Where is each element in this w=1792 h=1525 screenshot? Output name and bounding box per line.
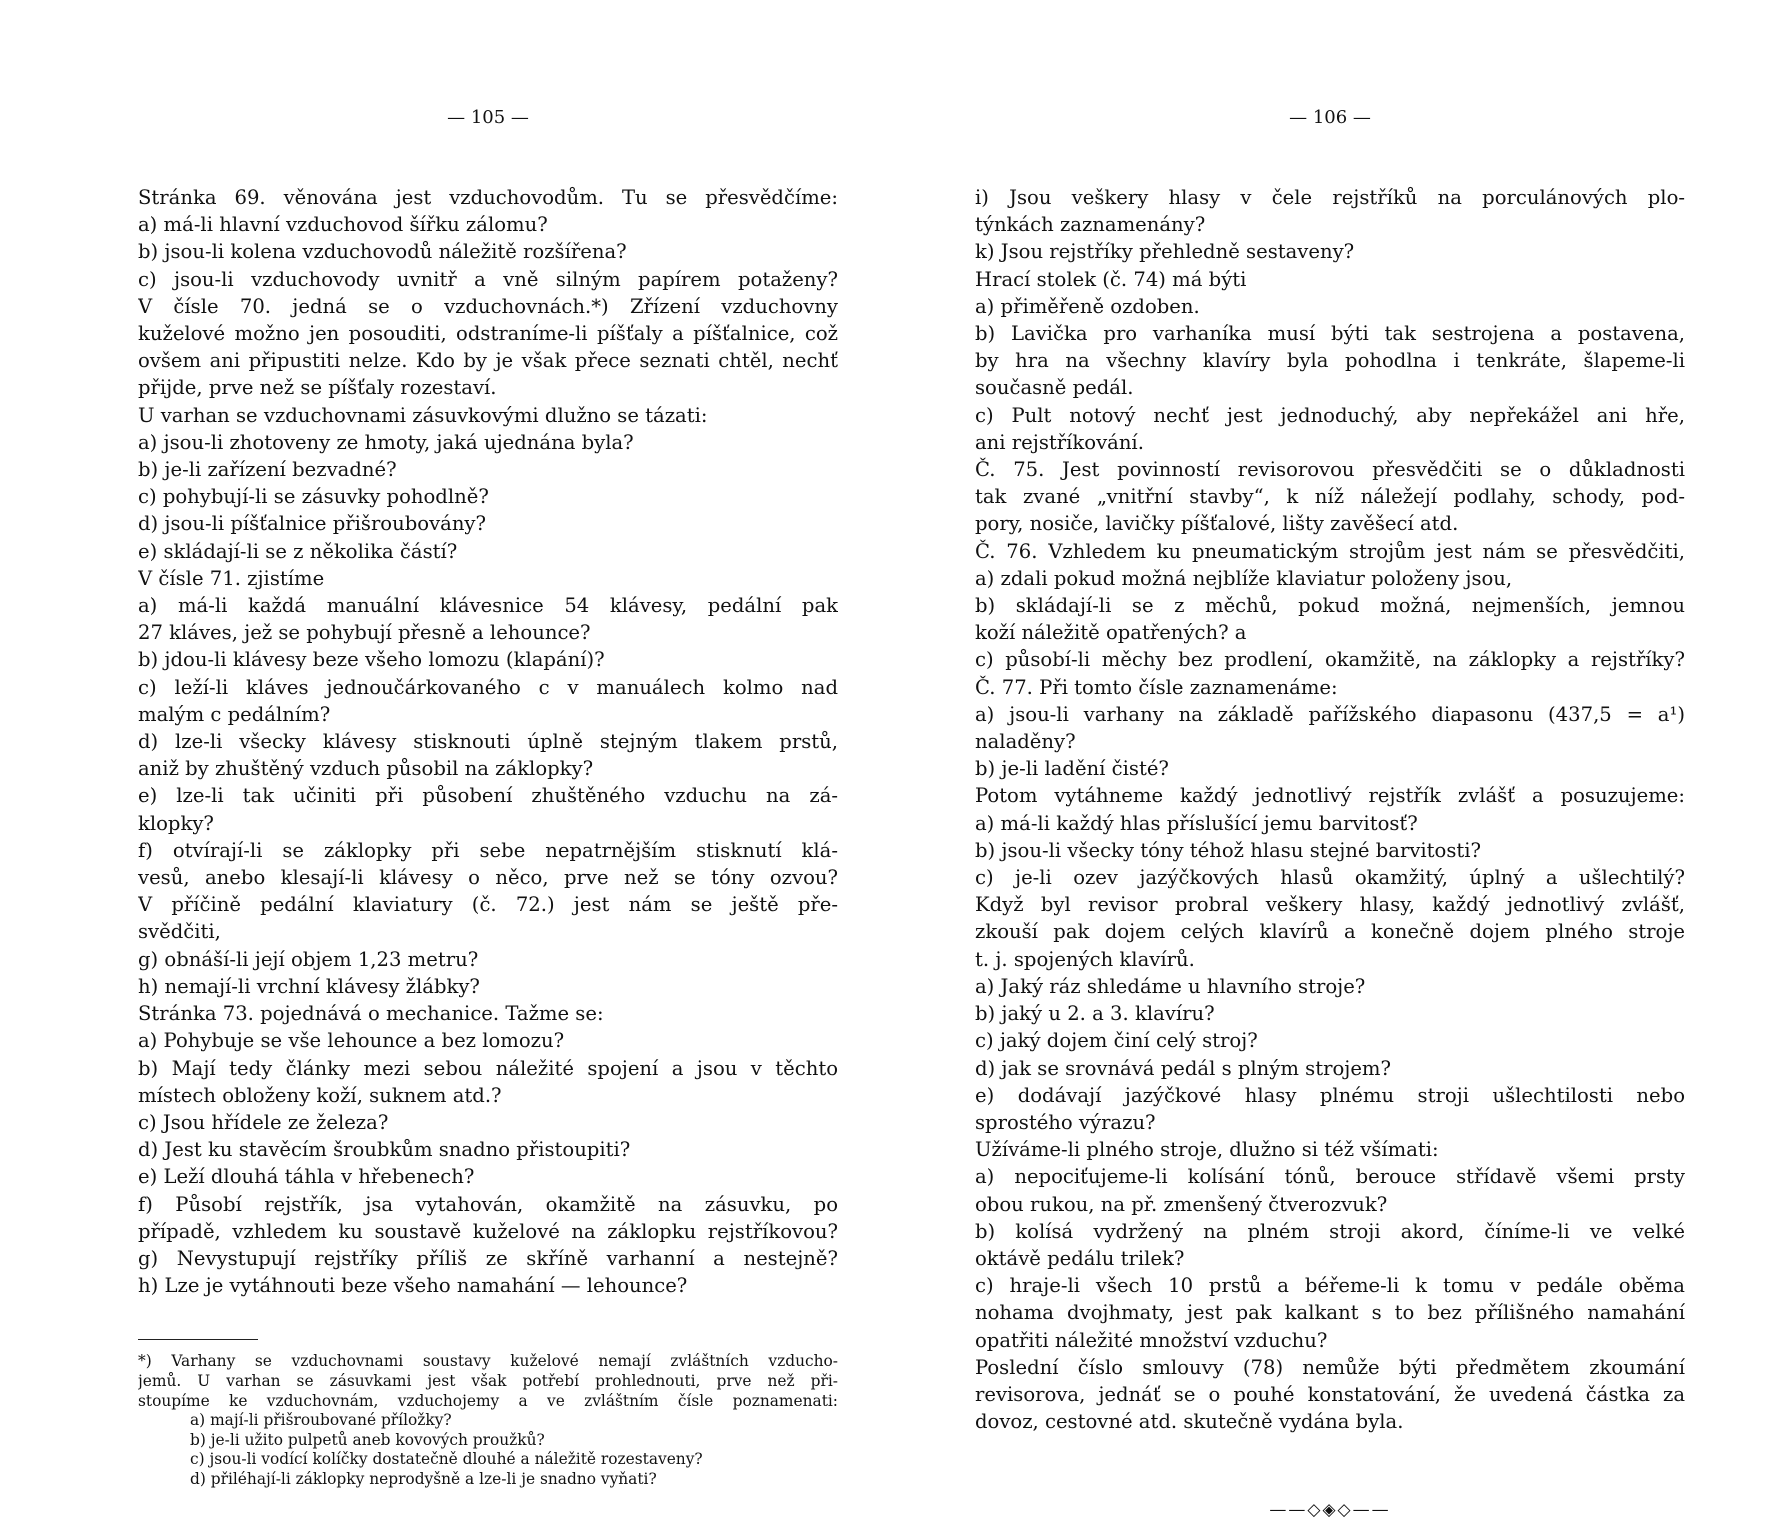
text-line: d) jsou-li píšťalnice přišroubovány? [138,512,487,536]
text-line: t. j. spojených klavírů. [975,947,1195,971]
text-line: nohama dvojhmaty, jest pak kalkant s to bez přílišného namahání [975,1301,1685,1325]
text-line: f) otvírají-li se záklopky při sebe nepatrnějším stisknutí klá- [138,838,838,862]
text-line: a) jsou-li varhany na základě pařížského diapasonu (437,5 = a¹) [975,702,1685,726]
text-line: b) kolísá vydržený na plném stroji akord, číníme-li ve velké [975,1219,1685,1243]
text-line: sprostého výrazu? [975,1110,1156,1134]
text-line: e) skládají-li se z několika částí? [138,539,458,563]
text-line: koží náležitě opatřených? a [975,621,1247,645]
text-line: c) pohybují-li se zásuvky pohodlně? [138,485,489,509]
text-line: a) má-li každý hlas příslušící jemu barvitosť? [975,811,1418,835]
text-line: dovoz, cestovné atd. skutečně vydána byla. [975,1410,1404,1434]
text-line: g) obnáší-li její objem 1,23 metru? [138,947,479,971]
text-line: Stránka 73. pojednává o mechanice. Tažme se: [138,1002,604,1026]
text-line: jemů. U varhan se zásuvkami jest však potřebí prohlednouti, prve než při- [138,1371,838,1390]
text-line: vesů, anebo klesají-li klávesy o něco, prve než se tóny ozvou? [138,866,838,890]
text-line: kuželové možno jen posouditi, odstraníme-li píšťaly a píšťalnice, což [138,322,838,346]
text-line: aniž by zhuštěný vzduch působil na záklopky? [138,757,594,781]
right-page-body [975,184,1685,1435]
left-page [138,104,838,1489]
text-line: c) jsou-li vodící kolíčky dostatečně dlouhé a náležitě rozestaveny? [190,1450,703,1469]
text-line: e) Leží dlouhá táhla v hřebenech? [138,1165,475,1189]
text-line: e) lze-li tak učiniti při působení zhuštěného vzduchu na zá- [138,784,838,808]
text-line: současně pedál. [975,376,1134,400]
text-line: malým c pedálním? [138,702,331,726]
text-line: svědčiti, [138,920,221,944]
text-line: b) jaký u 2. a 3. klavíru? [975,1002,1215,1026]
text-line: *) Varhany se vzduchovnami soustavy kuželové nemají zvláštních vzducho- [138,1352,838,1371]
text-line: obou rukou, na př. zmenšený čtverozvuk? [975,1192,1388,1216]
text-line: b) Lavička pro varhaníka musí býti tak sestrojena a postavena, [975,322,1685,346]
text-line: a) nepociťujeme-li kolísání tónů, berouce střídavě všemi prsty [975,1165,1685,1189]
text-line: h) Lze je vytáhnouti beze všeho namahání — lehounce? [138,1274,688,1298]
text-line: c) působí-li měchy bez prodlení, okamžitě, na záklopky a rejstříky? [975,648,1685,672]
text-line: Hrací stolek (č. 74) má býti [975,267,1247,291]
left-page-number: — 105 — [447,107,529,128]
right-page-number: — 106 — [1289,107,1371,128]
text-line: Potom vytáhneme každý jednotlivý rejstřík zvlášť a posuzujeme: [975,784,1685,808]
text-line: naladěny? [975,730,1076,754]
text-line: V příčině pedální klaviatury (č. 72.) jest nám se ještě pře- [138,893,838,917]
text-line: ovšem ani připustiti nelze. Kdo by je však přece seznati chtěl, nechť [138,349,838,373]
text-line: a) má-li každá manuální klávesnice 54 klávesy, pedální pak [138,594,838,618]
text-line: případě, vzhledem ku soustavě kuželové na záklopku rejstříkovou? [138,1219,838,1243]
text-line: d) přiléhají-li záklopky neprodyšně a lze-li je snadno vyňati? [190,1469,657,1488]
left-page-body [138,184,838,1299]
text-line: V čísle 71. zjistíme [138,566,325,590]
text-line: opatřiti náležité množství vzduchu? [975,1328,1328,1352]
text-line: ani rejstříkování. [975,430,1144,454]
end-ornament: ——◇◈◇—— [1269,1500,1391,1521]
text-line: klopky? [138,811,214,835]
text-line: c) jaký dojem činí celý stroj? [975,1029,1258,1053]
text-line: f) Působí rejstřík, jsa vytahován, okamžitě na zásuvku, po [138,1192,838,1216]
footnote [138,1352,838,1489]
text-line: Poslední číslo smlouvy (78) nemůže býti předmětem zkoumání [975,1355,1685,1379]
text-line: c) Pult notový nechť jest jednoduchý, aby nepřekážel ani hře, [975,403,1685,427]
text-line: e) dodávají jazýčkové hlasy plnému stroji ušlechtilosti nebo [975,1083,1685,1107]
text-line: h) nemají-li vrchní klávesy žlábky? [138,974,480,998]
text-line: b) jsou-li všecky tóny téhož hlasu stejné barvitosti? [975,838,1482,862]
text-line: a) Jaký ráz shledáme u hlavního stroje? [975,974,1366,998]
text-line: stoupíme ke vzduchovnám, vzduchojemy a ve zvláštním čísle poznamenati: [138,1391,838,1410]
text-line: g) Nevystupují rejstříky příliš ze skříně varhanní a nestejně? [138,1246,838,1270]
text-line: týnkách zaznamenány? [975,213,1206,237]
text-line: místech obloženy koží, suknem atd.? [138,1083,502,1107]
text-line: b) je-li zařízení bezvadné? [138,458,397,482]
text-line: c) leží-li kláves jednoučárkovaného c v manuálech kolmo nad [138,675,838,699]
right-page [975,104,1685,1525]
text-line: b) Mají tedy články mezi sebou náležité spojení a jsou v těchto [138,1056,838,1080]
text-line: U varhan se vzduchovnami zásuvkovými dlužno se tázati: [138,403,708,427]
text-line: Stránka 69. věnována jest vzduchovodům. Tu se přesvědčíme: [138,186,838,209]
text-line: Užíváme-li plného stroje, dlužno si též všímati: [975,1138,1439,1162]
text-line: a) má-li hlavní vzduchovod šířku zálomu? [138,213,548,237]
text-line: k) Jsou rejstříky přehledně sestaveny? [975,240,1355,264]
text-line: Č. 75. Jest povinností revisorovou přesvědčiti se o důkladnosti [975,458,1685,482]
text-line: d) Jest ku stavěcím šroubkům snadno přistoupiti? [138,1138,631,1162]
text-line: Č. 77. Při tomto čísle zaznamenáme: [975,675,1338,699]
text-line: oktávě pedálu trilek? [975,1246,1185,1270]
text-line: pory, nosiče, lavičky píšťalové, lišty zavěšecí atd. [975,512,1459,536]
text-line: revisorova, jednáť se o pouhé konstatování, že uvedená částka za [975,1382,1685,1406]
text-line: b) skládají-li se z měchů, pokud možná, nejmenších, jemnou [975,594,1685,618]
text-line: c) je-li ozev jazýčkových hlasů okamžitý, úplný a ušlechtilý? [975,866,1685,890]
text-line: a) Pohybuje se vše lehounce a bez lomozu? [138,1029,565,1053]
text-line: b) je-li užito pulpetů aneb kovových proužků? [190,1430,545,1449]
text-line: c) hraje-li všech 10 prstů a béřeme-li k tomu v pedále oběma [975,1274,1685,1298]
text-line: b) jsou-li kolena vzduchovodů náležitě rozšířena? [138,240,627,264]
text-line: i) Jsou veškery hlasy v čele rejstříků na porculánových plo- [975,186,1685,209]
text-line: a) mají-li přišroubované příložky? [190,1411,452,1430]
footnote-divider [138,1339,258,1340]
text-line: tak zvané „vnitřní stavby“, k níž náležejí podlahy, schody, pod- [975,485,1685,509]
text-line: b) jdou-li klávesy beze všeho lomozu (klapání)? [138,648,605,672]
text-line: a) zdali pokud možná nejblíže klaviatur položeny jsou, [975,566,1513,590]
text-line: Č. 76. Vzhledem ku pneumatickým strojům jest nám se přesvědčiti, [975,539,1685,563]
text-line: a) jsou-li zhotoveny ze hmoty, jaká ujednána byla? [138,430,634,454]
text-line: by hra na všechny klavíry byla pohodlna i tenkráte, šlapeme-li [975,349,1685,373]
text-line: Když byl revisor probral veškery hlasy, každý jednotlivý zvlášť, [975,893,1685,917]
text-line: d) jak se srovnává pedál s plným strojem? [975,1056,1392,1080]
text-line: V čísle 70. jedná se o vzduchovnách.*) Zřízení vzduchovny [138,294,838,318]
text-line: přijde, prve než se píšťaly rozestaví. [138,376,497,400]
text-line: d) lze-li všecky klávesy stisknouti úplně stejným tlakem prstů, [138,730,838,754]
text-line: 27 kláves, jež se pohybují přesně a lehounce? [138,621,591,645]
text-line: b) je-li ladění čisté? [975,757,1169,781]
text-line: c) Jsou hřídele ze železa? [138,1110,389,1134]
text-line: zkouší pak dojem celých klavírů a konečně dojem plného stroje [975,920,1685,944]
text-line: a) přiměřeně ozdoben. [975,294,1200,318]
text-line: c) jsou-li vzduchovody uvnitř a vně silným papírem potaženy? [138,267,838,291]
